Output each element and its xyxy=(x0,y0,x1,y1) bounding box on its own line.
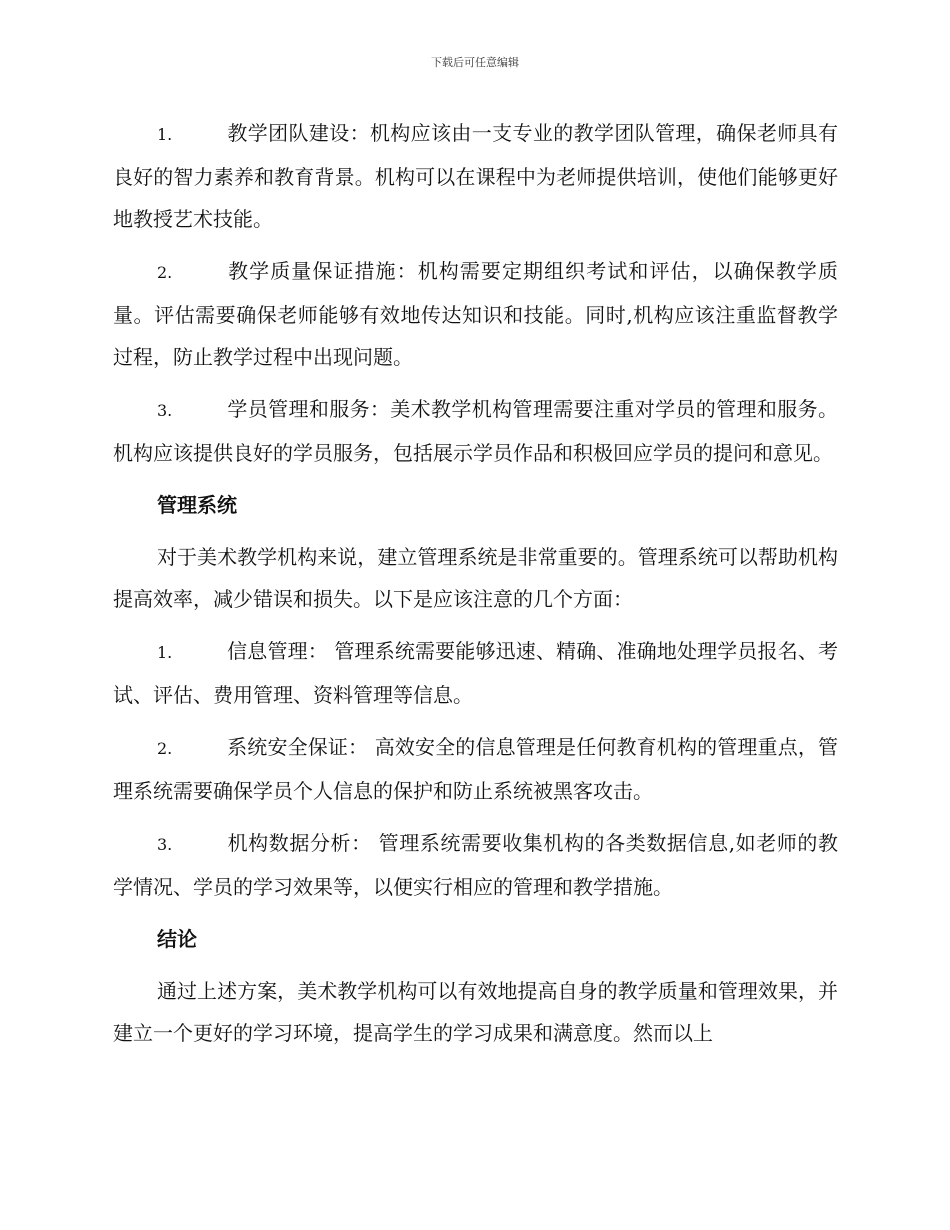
list-item xyxy=(113,630,838,716)
list-item xyxy=(113,250,838,378)
list-text: 系统安全保证： 高效安全的信息管理是任何教育机构的管理重点，管理系统需要确保学员个人信息的保护和防止系统被黑客攻击。 xyxy=(113,735,838,803)
list-text: 教学质量保证措施：机构需要定期组织考试和评估，以确保教学质量。评估需要确保老师能够有效地传达知识和技能。同时,机构应该注重监督教学过程，防止教学过程中出现问题。 xyxy=(113,259,838,369)
list-item xyxy=(113,388,838,474)
section-heading-conclusion: 结论 xyxy=(157,927,197,951)
list-text: 机构数据分析： 管理系统需要收集机构的各类数据信息,如老师的教学情况、学员的学习效果等，以便实行相应的管理和教学措施。 xyxy=(113,831,838,899)
page-header: 下载后可任意编辑 xyxy=(431,56,519,69)
list-number: 2. xyxy=(157,263,173,282)
document-body xyxy=(113,112,838,1064)
section-heading-management: 管理系统 xyxy=(157,493,237,517)
list-text: 教学团队建设：机构应该由一支专业的教学团队管理，确保老师具有良好的智力素养和教育背景。机构可以在课程中为老师提供培训，使他们能够更好地教授艺术技能。 xyxy=(113,121,838,231)
list-item xyxy=(113,726,838,812)
list-item xyxy=(113,112,838,240)
list-item xyxy=(113,822,838,908)
list-text: 学员管理和服务：美术教学机构管理需要注重对学员的管理和服务。机构应该提供良好的学员服务，包括展示学员作品和积极回应学员的提问和意见。 xyxy=(113,397,838,465)
list-number: 1. xyxy=(157,125,173,144)
list-text: 信息管理： 管理系统需要能够迅速、精确、准确地处理学员报名、考试、评估、费用管理、资料管理等信息。 xyxy=(113,639,838,707)
management-intro: 对于美术教学机构来说，建立管理系统是非常重要的。管理系统可以帮助机构提高效率，减少错误和损失。以下是应该注意的几个方面： xyxy=(113,545,838,611)
list-number: 3. xyxy=(157,401,173,420)
list-number: 1. xyxy=(157,643,173,662)
list-number: 2. xyxy=(157,739,173,758)
list-number: 3. xyxy=(157,835,173,854)
conclusion-text: 通过上述方案，美术教学机构可以有效地提高自身的教学质量和管理效果，并建立一个更好的学习环境，提高学生的学习成果和满意度。然而以上 xyxy=(113,979,838,1045)
